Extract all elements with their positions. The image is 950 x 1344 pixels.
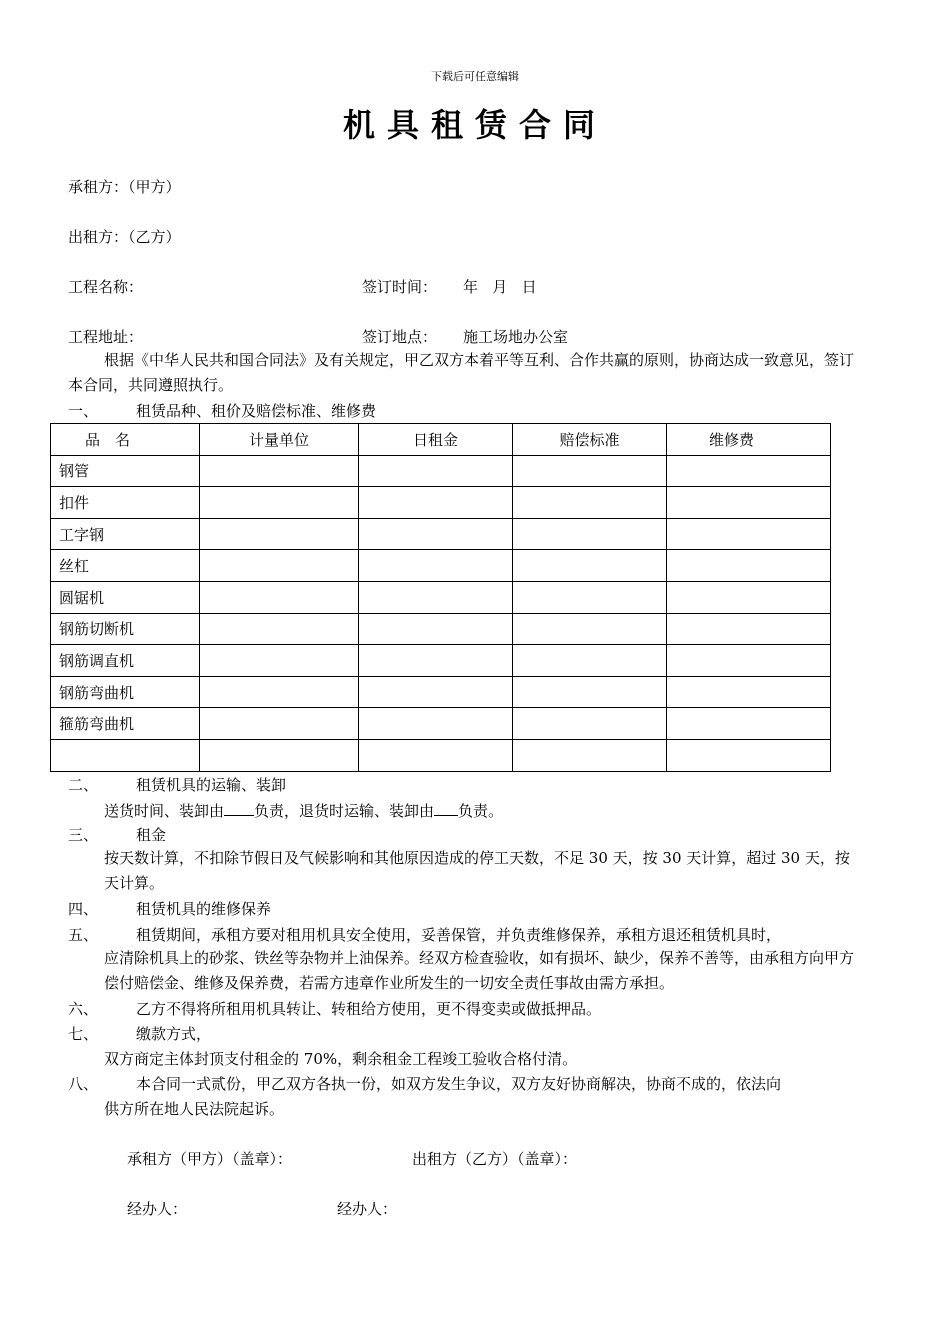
daily-rent-cell[interactable] <box>359 487 513 519</box>
daily-rent-cell[interactable] <box>359 645 513 677</box>
project-address-label: 工程地址： <box>68 328 144 346</box>
section-8-body-first: 本合同一式贰份，甲乙双方各执一份，如双方发生争议，双方友好协商解决，协商不成的，依法向 <box>136 1075 782 1093</box>
unit-cell[interactable] <box>200 487 359 519</box>
section-3-number: 三、 <box>68 826 99 844</box>
table-row <box>51 581 831 613</box>
sign-place-value: 施工场地办公室 <box>463 328 569 346</box>
table-row <box>51 487 831 519</box>
unit-cell[interactable] <box>200 676 359 708</box>
compensation-cell[interactable] <box>513 487 667 519</box>
rental-table <box>50 423 831 772</box>
compensation-cell[interactable] <box>513 645 667 677</box>
section-5-number: 五、 <box>68 926 99 944</box>
section-6-body: 乙方不得将所租用机具转让、转租给方使用，更不得变卖或做抵押品。 <box>136 1000 602 1018</box>
header-item-name: 品 名 <box>51 424 200 456</box>
compensation-cell[interactable] <box>513 550 667 582</box>
table-row <box>51 550 831 582</box>
section-7-title: 缴款方式， <box>136 1025 212 1043</box>
unit-cell[interactable] <box>200 739 359 771</box>
section-7-body: 双方商定主体封顶支付租金的 70%，剩余租金工程竣工验收合格付清。 <box>104 1050 578 1068</box>
daily-rent-cell[interactable] <box>359 739 513 771</box>
table-row <box>51 455 831 487</box>
item-name-cell: 工字钢 <box>51 518 200 550</box>
lessee-seal-label: 承租方（甲方）（盖章）： <box>127 1150 293 1168</box>
repair-fee-cell[interactable] <box>667 455 831 487</box>
unit-cell[interactable] <box>200 518 359 550</box>
item-name-cell: 扣件 <box>51 487 200 519</box>
daily-rent-cell[interactable] <box>359 708 513 740</box>
unit-cell[interactable] <box>200 645 359 677</box>
repair-fee-cell[interactable] <box>667 487 831 519</box>
section-2-body <box>104 801 503 820</box>
section-7-number: 七、 <box>68 1025 99 1043</box>
sign-time-label: 签订时间： <box>362 278 438 296</box>
table-row <box>51 518 831 550</box>
section-4-title: 租赁机具的维修保养 <box>136 900 272 918</box>
lessee-label: 承租方：（甲方） <box>68 178 181 196</box>
repair-fee-cell[interactable] <box>667 645 831 677</box>
unit-cell[interactable] <box>200 613 359 645</box>
repair-fee-cell[interactable] <box>667 518 831 550</box>
table-header-row <box>51 424 831 456</box>
item-name-cell: 钢筋切断机 <box>51 613 200 645</box>
blank-line <box>224 801 254 816</box>
header-note: 下载后可任意编辑 <box>431 70 519 83</box>
lessor-label: 出租方：（乙方） <box>68 228 181 246</box>
section-1-number: 一、 <box>68 402 99 420</box>
lessor-seal-label: 出租方（乙方）（盖章）： <box>412 1150 578 1168</box>
section-3-title: 租金 <box>136 826 167 844</box>
unit-cell[interactable] <box>200 455 359 487</box>
section-4-number: 四、 <box>68 900 99 918</box>
section-8-number: 八、 <box>68 1075 99 1093</box>
unit-cell[interactable] <box>200 550 359 582</box>
compensation-cell[interactable] <box>513 581 667 613</box>
header-daily-rent: 日租金 <box>359 424 513 456</box>
section-2-body-a: 送货时间、装卸由 <box>104 802 225 820</box>
project-name-label: 工程名称： <box>68 278 144 296</box>
daily-rent-cell[interactable] <box>359 613 513 645</box>
unit-cell[interactable] <box>200 581 359 613</box>
item-name-cell: 圆锯机 <box>51 581 200 613</box>
repair-fee-cell[interactable] <box>667 613 831 645</box>
compensation-cell[interactable] <box>513 708 667 740</box>
item-name-cell: 钢筋弯曲机 <box>51 676 200 708</box>
table-row <box>51 708 831 740</box>
section-2-number: 二、 <box>68 776 99 794</box>
compensation-cell[interactable] <box>513 518 667 550</box>
sign-time-value: 年 月 日 <box>463 278 537 296</box>
repair-fee-cell[interactable] <box>667 550 831 582</box>
section-3-body: 按天数计算，不扣除节假日及气候影响和其他原因造成的停工天数，不足 30 天，按 30 天计算，超过 30 天，按天计算。 <box>104 849 850 892</box>
intro-paragraph: 根据《中华人民共和国合同法》及有关规定，甲乙双方本着平等互利、合作共赢的原则，协商达成一致意见，签订本合同，共同遵照执行。 <box>68 351 855 394</box>
daily-rent-cell[interactable] <box>359 455 513 487</box>
compensation-cell[interactable] <box>513 739 667 771</box>
repair-fee-cell[interactable] <box>667 581 831 613</box>
header-repair-fee: 维修费 <box>667 424 831 456</box>
daily-rent-cell[interactable] <box>359 581 513 613</box>
sign-place-label: 签订地点： <box>362 328 438 346</box>
contract-title: 机具租赁合同 <box>342 106 607 144</box>
item-name-cell: 丝杠 <box>51 550 200 582</box>
section-1-title: 租赁品种、租价及赔偿标准、维修费 <box>136 402 377 420</box>
table-row <box>51 739 831 771</box>
agent-left-label: 经办人： <box>127 1200 188 1218</box>
agent-right-label: 经办人： <box>337 1200 398 1218</box>
compensation-cell[interactable] <box>513 676 667 708</box>
repair-fee-cell[interactable] <box>667 708 831 740</box>
section-5-body-first: 租赁期间，承租方要对租用机具安全使用，妥善保管，并负责维修保养，承租方退还租赁机具时， <box>136 926 782 944</box>
section-6-number: 六、 <box>68 1000 99 1018</box>
section-2-title: 租赁机具的运输、装卸 <box>136 776 287 794</box>
item-name-cell[interactable] <box>51 739 200 771</box>
table-row <box>51 613 831 645</box>
item-name-cell: 钢筋调直机 <box>51 645 200 677</box>
compensation-cell[interactable] <box>513 613 667 645</box>
header-compensation: 赔偿标准 <box>513 424 667 456</box>
item-name-cell: 箍筋弯曲机 <box>51 708 200 740</box>
section-2-body-b: 负责，退货时运输、装卸由 <box>254 802 435 820</box>
blank-line <box>434 801 458 816</box>
table-row <box>51 676 831 708</box>
daily-rent-cell[interactable] <box>359 518 513 550</box>
repair-fee-cell[interactable] <box>667 676 831 708</box>
item-name-cell: 钢管 <box>51 455 200 487</box>
header-unit: 计量单位 <box>200 424 359 456</box>
repair-fee-cell[interactable] <box>667 739 831 771</box>
section-5-body-rest: 应清除机具上的砂浆、铁丝等杂物并上油保养。经双方检查验收，如有损坏、缺少，保养不善等，由承租方向甲方偿付赔偿金、维修及保养费，若需方违章作业所发生的一切安全责任事故由需方承担。 <box>104 949 855 992</box>
section-2-body-c: 负责。 <box>458 802 504 820</box>
unit-cell[interactable] <box>200 708 359 740</box>
compensation-cell[interactable] <box>513 455 667 487</box>
daily-rent-cell[interactable] <box>359 550 513 582</box>
table-row <box>51 645 831 677</box>
daily-rent-cell[interactable] <box>359 676 513 708</box>
section-8-body-rest: 供方所在地人民法院起诉。 <box>104 1100 285 1118</box>
